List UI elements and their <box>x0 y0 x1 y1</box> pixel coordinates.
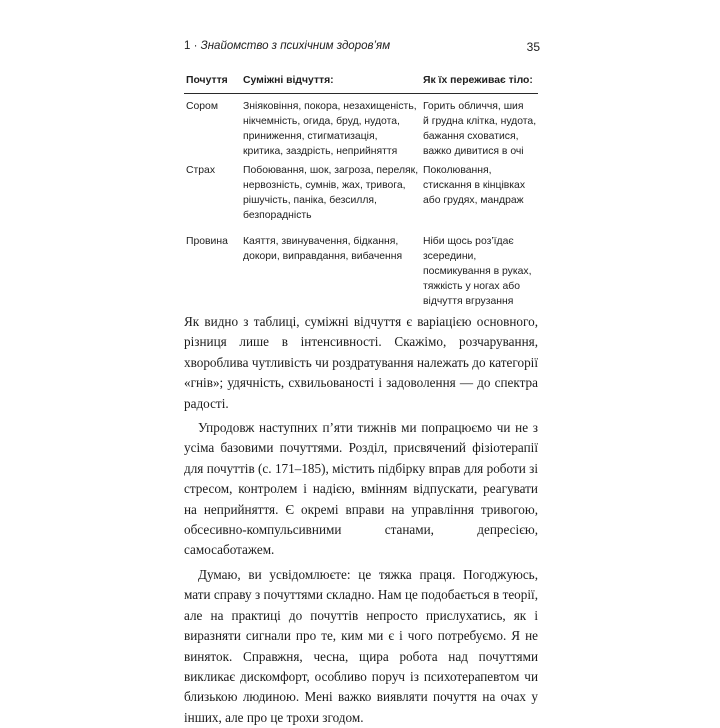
table-row <box>184 99 538 163</box>
body-cell <box>423 163 525 208</box>
table-row <box>184 163 538 234</box>
table-header-row <box>184 70 538 94</box>
table-row <box>184 234 538 307</box>
body-line: зсередини, <box>423 251 477 262</box>
body-line: Поколювання, <box>423 165 492 176</box>
paragraph: Упродовж наступних п’яти тижнів ми попрацюємо чи не з усіма базовими почуттями. Розділ, присвячений фізіотерапії для почуттів (с. 171–185), містить підбірку вправ для роботи зі стресом, контролем і надією, вмінням відпускати, реагувати на неприйняття. Є окремі вправи на управління тривогою, обсесивно-компульсивними станами, депресією, самосаботажем. <box>184 420 538 558</box>
related-line: докори, виправдання, вибачення <box>243 251 403 262</box>
body-line: Горить обличчя, шия <box>423 101 524 112</box>
body-cell <box>423 234 531 309</box>
related-line: критика, заздрість, неприйняття <box>243 146 398 157</box>
related-line: нервозність, сумнів, жах, тривога, <box>243 180 406 191</box>
feeling-cell: Сором <box>186 101 218 112</box>
paragraph: Як видно з таблиці, суміжні відчуття є варіацією основного, різниця лише в інтенсивності. Скажімо, розчарування, хвороблива чутливість чи роздратування належать до категорії «гнів»; удячність, схвильованості і задоволення — до спектра радості. <box>184 314 538 411</box>
related-line: Каяття, звинувачення, бідкання, <box>243 236 399 247</box>
running-header <box>184 40 540 56</box>
paragraph: Думаю, ви усвідомлюєте: це тяжка праця. Погоджуюсь, мати справу з почуттями складно. Нам це подобається в теорії, але на практиці до почуттів непросто прислухатись, як і виразняти сигнали про те, ким ми є і чого потребуємо. Я не виняток. Справжня, чесна, щира робота над почуттями викликає дискомфорт, особливо поруч із психотерапевтом чи близькою людиною. Мені важко виявляти почуття на очах у інших, але про це трохи згодом. <box>184 566 538 725</box>
column-header-feeling: Почуття <box>186 75 228 86</box>
body-line: й грудна клітка, нудота, <box>423 116 537 127</box>
related-line: Побоювання, шок, загроза, переляк, <box>243 165 419 176</box>
related-line: Зніяковіння, покора, незахищеність, <box>243 101 417 112</box>
feeling-cell: Страх <box>186 165 216 176</box>
related-cell <box>243 234 402 264</box>
body-line: стискання в кінцівках <box>423 180 526 191</box>
related-line: безпорадність <box>243 210 312 221</box>
column-header-body: Як їх переживає тіло: <box>423 75 533 86</box>
body-line: або грудях, мандраж <box>423 195 524 206</box>
chapter-number: 1 <box>184 40 191 52</box>
page-number: 35 <box>526 40 540 54</box>
chapter-title: Знайомство з психічним здоров’ям <box>200 40 391 52</box>
related-cell <box>243 99 417 159</box>
related-line: нікчемність, огида, бруд, нудота, <box>243 116 400 127</box>
feelings-table <box>184 70 538 307</box>
header-separator: · <box>193 40 198 52</box>
related-line: приниження, стигматизація, <box>243 131 378 142</box>
body-line: бажання сховатися, <box>423 131 519 142</box>
body-line: важко дивитися в очі <box>423 146 524 157</box>
body-line: посмикування в руках, <box>423 266 532 277</box>
related-line: рішучість, паніка, безсилля, <box>243 195 377 206</box>
body-line: Ніби щось роз’їдає <box>423 236 514 247</box>
feeling-cell: Провина <box>186 236 228 247</box>
body-line: відчуття вгрузання <box>423 296 514 307</box>
header-chapter <box>184 40 390 52</box>
related-cell <box>243 163 418 223</box>
body-cell <box>423 99 536 159</box>
column-header-related: Суміжні відчуття: <box>243 75 334 86</box>
body-line: тяжкість у ногах або <box>423 281 520 292</box>
body-text <box>184 312 538 728</box>
